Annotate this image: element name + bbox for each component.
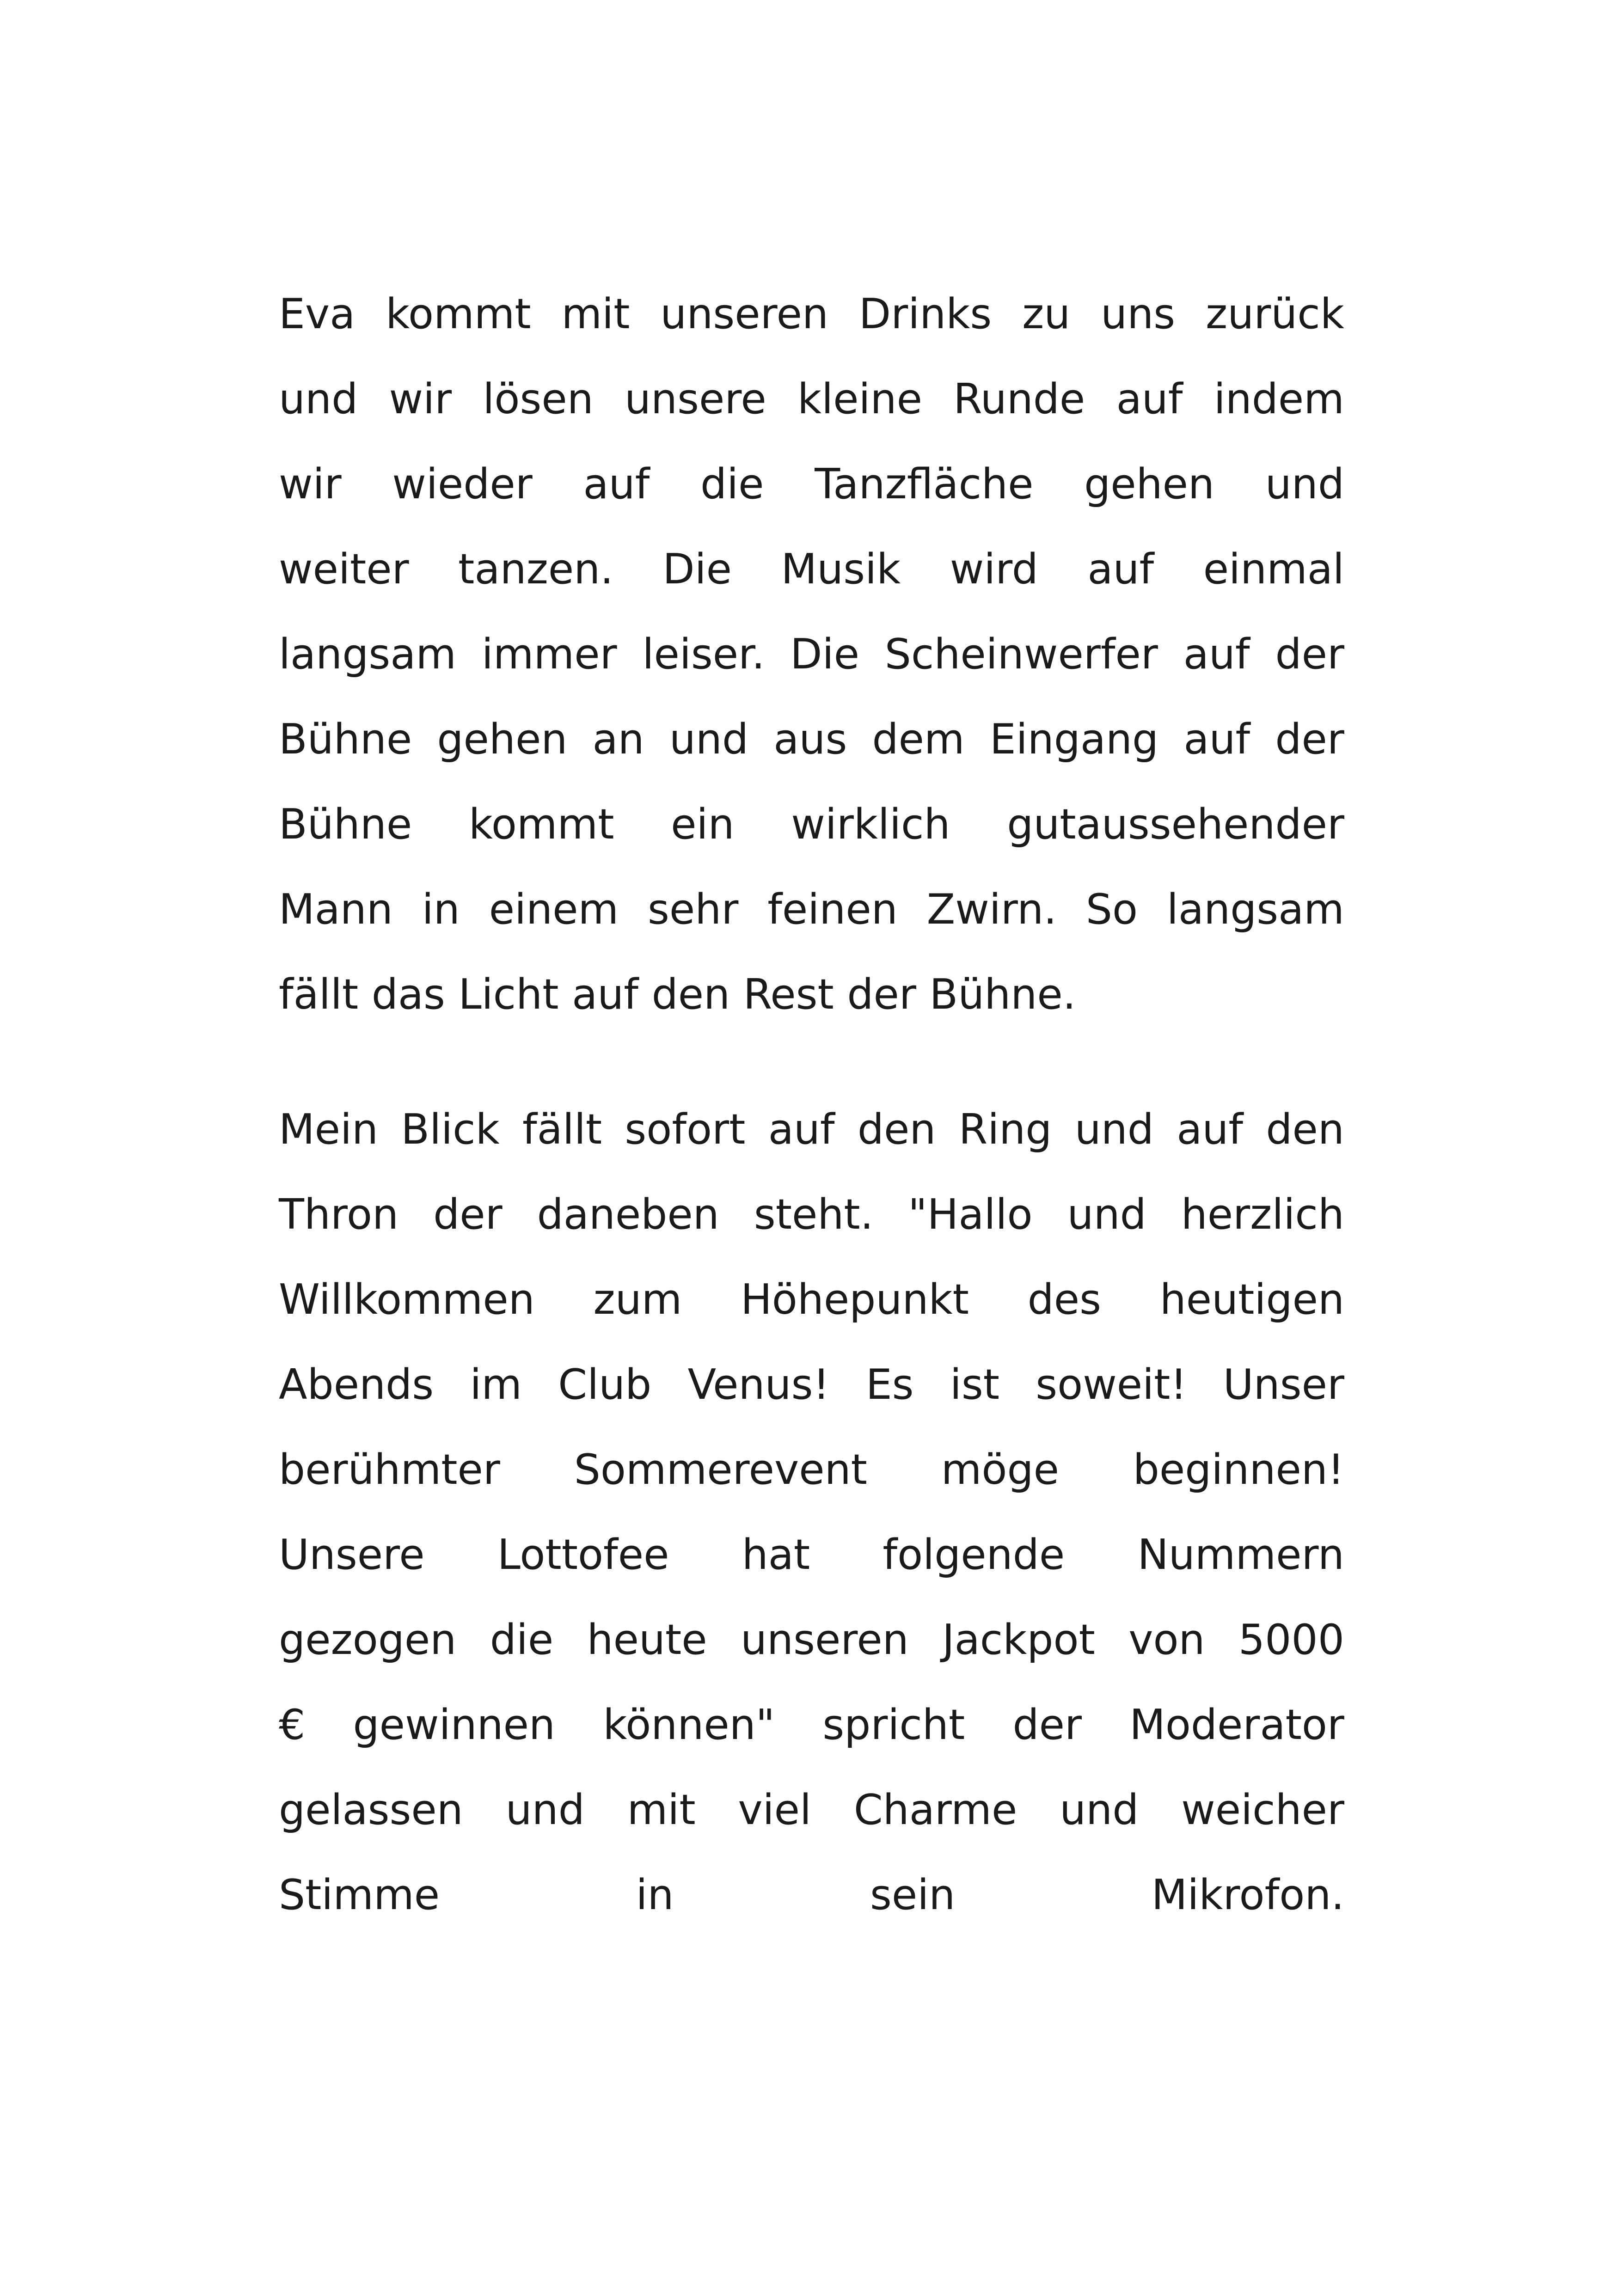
text-line: gelassen und mit viel Charme und weicher: [279, 1786, 1344, 1834]
text-line: wir wieder auf die Tanzfläche gehen und: [279, 460, 1344, 508]
text-line: Mann in einem sehr feinen Zwirn. So langsam: [279, 885, 1344, 934]
text-line: Eva kommt mit unseren Drinks zu uns zurück: [279, 290, 1344, 338]
text-line: Unsere Lottofee hat folgende Nummern: [279, 1531, 1344, 1579]
text-line: Mein Blick fällt sofort auf den Ring und auf den: [279, 1105, 1344, 1154]
paragraph-2: [279, 1087, 1344, 1938]
text-line: langsam immer leiser. Die Scheinwerfer auf der: [279, 630, 1344, 679]
text-line: € gewinnen können" spricht der Moderator: [279, 1701, 1344, 1749]
text-line: Willkommen zum Höhepunkt des heutigen: [279, 1275, 1344, 1324]
text-line: gezogen die heute unseren Jackpot von 5000: [279, 1616, 1344, 1664]
text-line: Stimme in sein Mikrofon.: [279, 1871, 1344, 1919]
text-line: weiter tanzen. Die Musik wird auf einmal: [279, 545, 1344, 594]
paragraph-1: [279, 272, 1344, 1037]
text-line: Abends im Club Venus! Es ist soweit! Unser: [279, 1360, 1344, 1409]
text-line: Bühne kommt ein wirklich gutaussehender: [279, 800, 1344, 849]
text-line: berühmter Sommerevent möge beginnen!: [279, 1445, 1344, 1494]
text-line: und wir lösen unsere kleine Runde auf indem: [279, 375, 1344, 423]
text-line: Thron der daneben steht. "Hallo und herzlich: [279, 1190, 1344, 1239]
text-line: fällt das Licht auf den Rest der Bühne.: [279, 970, 1076, 1019]
text-line: Bühne gehen an und aus dem Eingang auf der: [279, 715, 1344, 764]
